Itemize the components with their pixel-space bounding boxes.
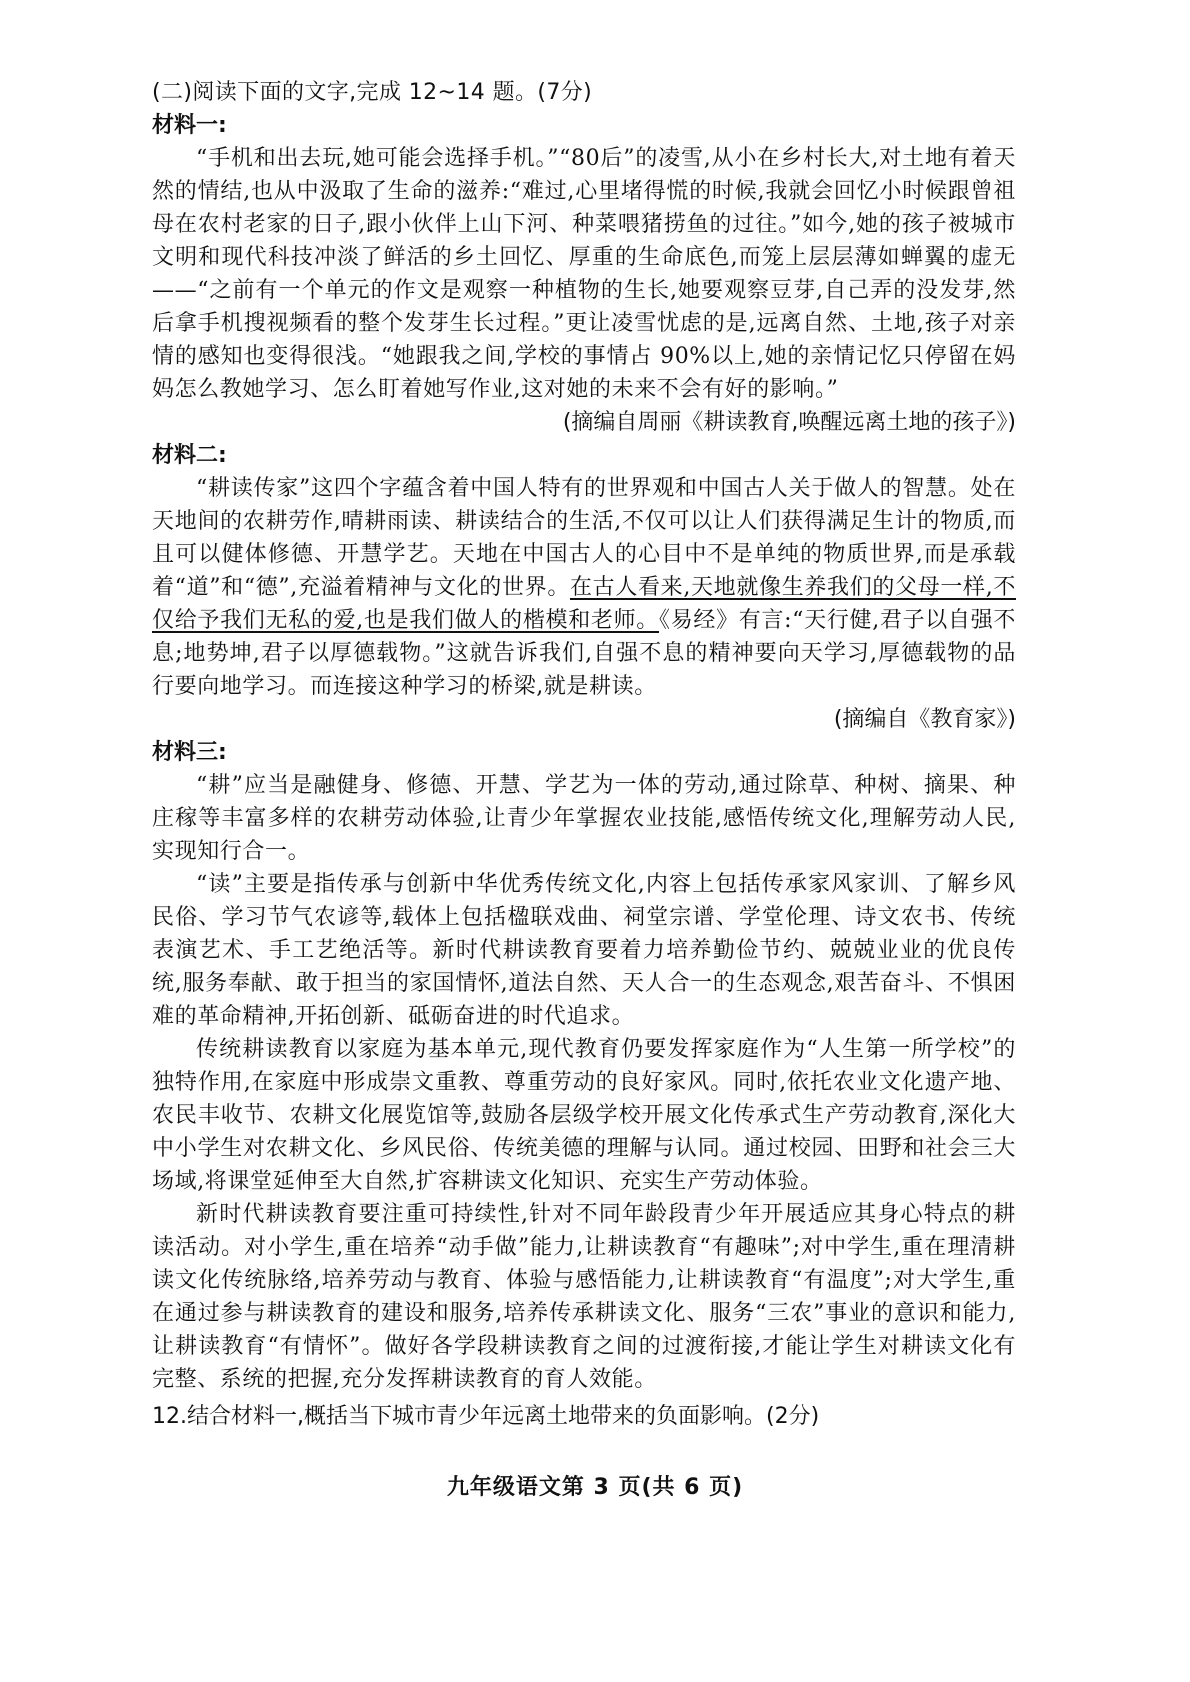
- material-one-label: 材料一:: [152, 113, 227, 138]
- material-one-source: (摘编自周丽《耕读教育,唤醒远离土地的孩子》): [562, 410, 1016, 435]
- material-one: [152, 109, 1016, 439]
- material-two: [152, 439, 1016, 736]
- material-two-text-before: “耕读传家”这四个字蕴含着中国人特有的世界观和中国古人关于做人的智慧。处在天地间的农耕劳作,晴耕雨读、耕读结合的生活,不仅可以让人们获得满足生计的物质,而且可以健体修德、开慧学艺。天地在中国古人的心目中不是单纯的物质世界,而是承载着“道”和“德”,充溢着精神与文化的世界。: [152, 476, 1016, 600]
- material-three-paragraph-2: “读”主要是指传承与创新中华优秀传统文化,内容上包括传承家风家训、了解乡风民俗、学习节气农谚等,载体上包括楹联戏曲、祠堂宗谱、学堂伦理、诗文农书、传统表演艺术、手工艺绝活等。新时代耕读教育要着力培养勤俭节约、兢兢业业的优良传统,服务奉献、敢于担当的家国情怀,道法自然、天人合一的生态观念,艰苦奋斗、不惧困难的革命精神,开拓创新、砥砺奋进的时代追求。: [152, 872, 1016, 1029]
- material-two-underlined-sentence: 在古人看来,天地就像生养我们的父母一样,不仅给予我们无私的爱,也是我们做人的楷模和老师。: [152, 575, 1016, 633]
- material-three: [152, 736, 1016, 1396]
- material-three-paragraph-1: “耕”应当是融健身、修德、开慧、学艺为一体的劳动,通过除草、种树、摘果、种庄稼等丰富多样的农耕劳动体验,让青少年掌握农业技能,感悟传统文化,理解劳动人民,实现知行合一。: [152, 773, 1016, 864]
- material-three-paragraph-4: 新时代耕读教育要注重可持续性,针对不同年龄段青少年开展适应其身心特点的耕读活动。对小学生,重在培养“动手做”能力,让耕读教育“有趣味”;对中学生,重在理清耕读文化传统脉络,培养劳动与教育、体验与感悟能力,让耕读教育“有温度”;对大学生,重在通过参与耕读教育的建设和服务,培养传承耕读文化、服务“三农”事业的意识和能力,让耕读教育“有情怀”。做好各学段耕读教育之间的过渡衔接,才能让学生对耕读文化有完整、系统的把握,充分发挥耕读教育的育人效能。: [152, 1202, 1016, 1392]
- material-one-paragraph: “手机和出去玩,她可能会选择手机。”“80后”的凌雪,从小在乡村长大,对土地有着天然的情结,也从中汲取了生命的滋养:“难过,心里堵得慌的时候,我就会回忆小时候跟曾祖母在农村老家的日子,跟小伙伴上山下河、种菜喂猪捞鱼的过往。”如今,她的孩子被城市文明和现代科技冲淡了鲜活的乡土回忆、厚重的生命底色,而笼上层层薄如蝉翼的虚无——“之前有一个单元的作文是观察一种植物的生长,她要观察豆芽,自己弄的没发芽,然后拿手机搜视频看的整个发芽生长过程。”更让凌雪忧虑的是,远离自然、土地,孩子对亲情的感知也变得很浅。“她跟我之间,学校的事情占 90%以上,她的亲情记忆只停留在妈妈怎么教她学习、怎么盯着她写作业,这对她的未来不会有好的影响。”: [152, 146, 1016, 402]
- material-three-label: 材料三:: [152, 740, 227, 765]
- question-12: 12.结合材料一,概括当下城市青少年远离土地带来的负面影响。(2分): [152, 1404, 820, 1429]
- material-two-label: 材料二:: [152, 443, 227, 468]
- material-two-source: (摘编自《教育家》): [833, 707, 1016, 732]
- exam-page: [152, 76, 1016, 1433]
- material-two-text-after: 《易经》有言:“天行健,君子以自强不息;地势坤,君子以厚德载物。”这就告诉我们,自强不息的精神要向天学习,厚德载物的品行要向地学习。而连接这种学习的桥梁,就是耕读。: [152, 608, 1016, 699]
- material-three-paragraph-3: 传统耕读教育以家庭为基本单元,现代教育仍要发挥家庭作为“人生第一所学校”的独特作用,在家庭中形成崇文重教、尊重劳动的良好家风。同时,依托农业文化遗产地、农民丰收节、农耕文化展览馆等,鼓励各层级学校开展文化传承式生产劳动教育,深化大中小学生对农耕文化、乡风民俗、传统美德的理解与认同。通过校园、田野和社会三大场域,将课堂延伸至大自然,扩容耕读文化知识、充实生产劳动体验。: [152, 1037, 1016, 1194]
- material-two-paragraph: [152, 472, 1016, 703]
- page-footer: 九年级语文第 3 页(共 6 页): [446, 1475, 744, 1500]
- section-heading: (二)阅读下面的文字,完成 12~14 题。(7分): [152, 80, 593, 105]
